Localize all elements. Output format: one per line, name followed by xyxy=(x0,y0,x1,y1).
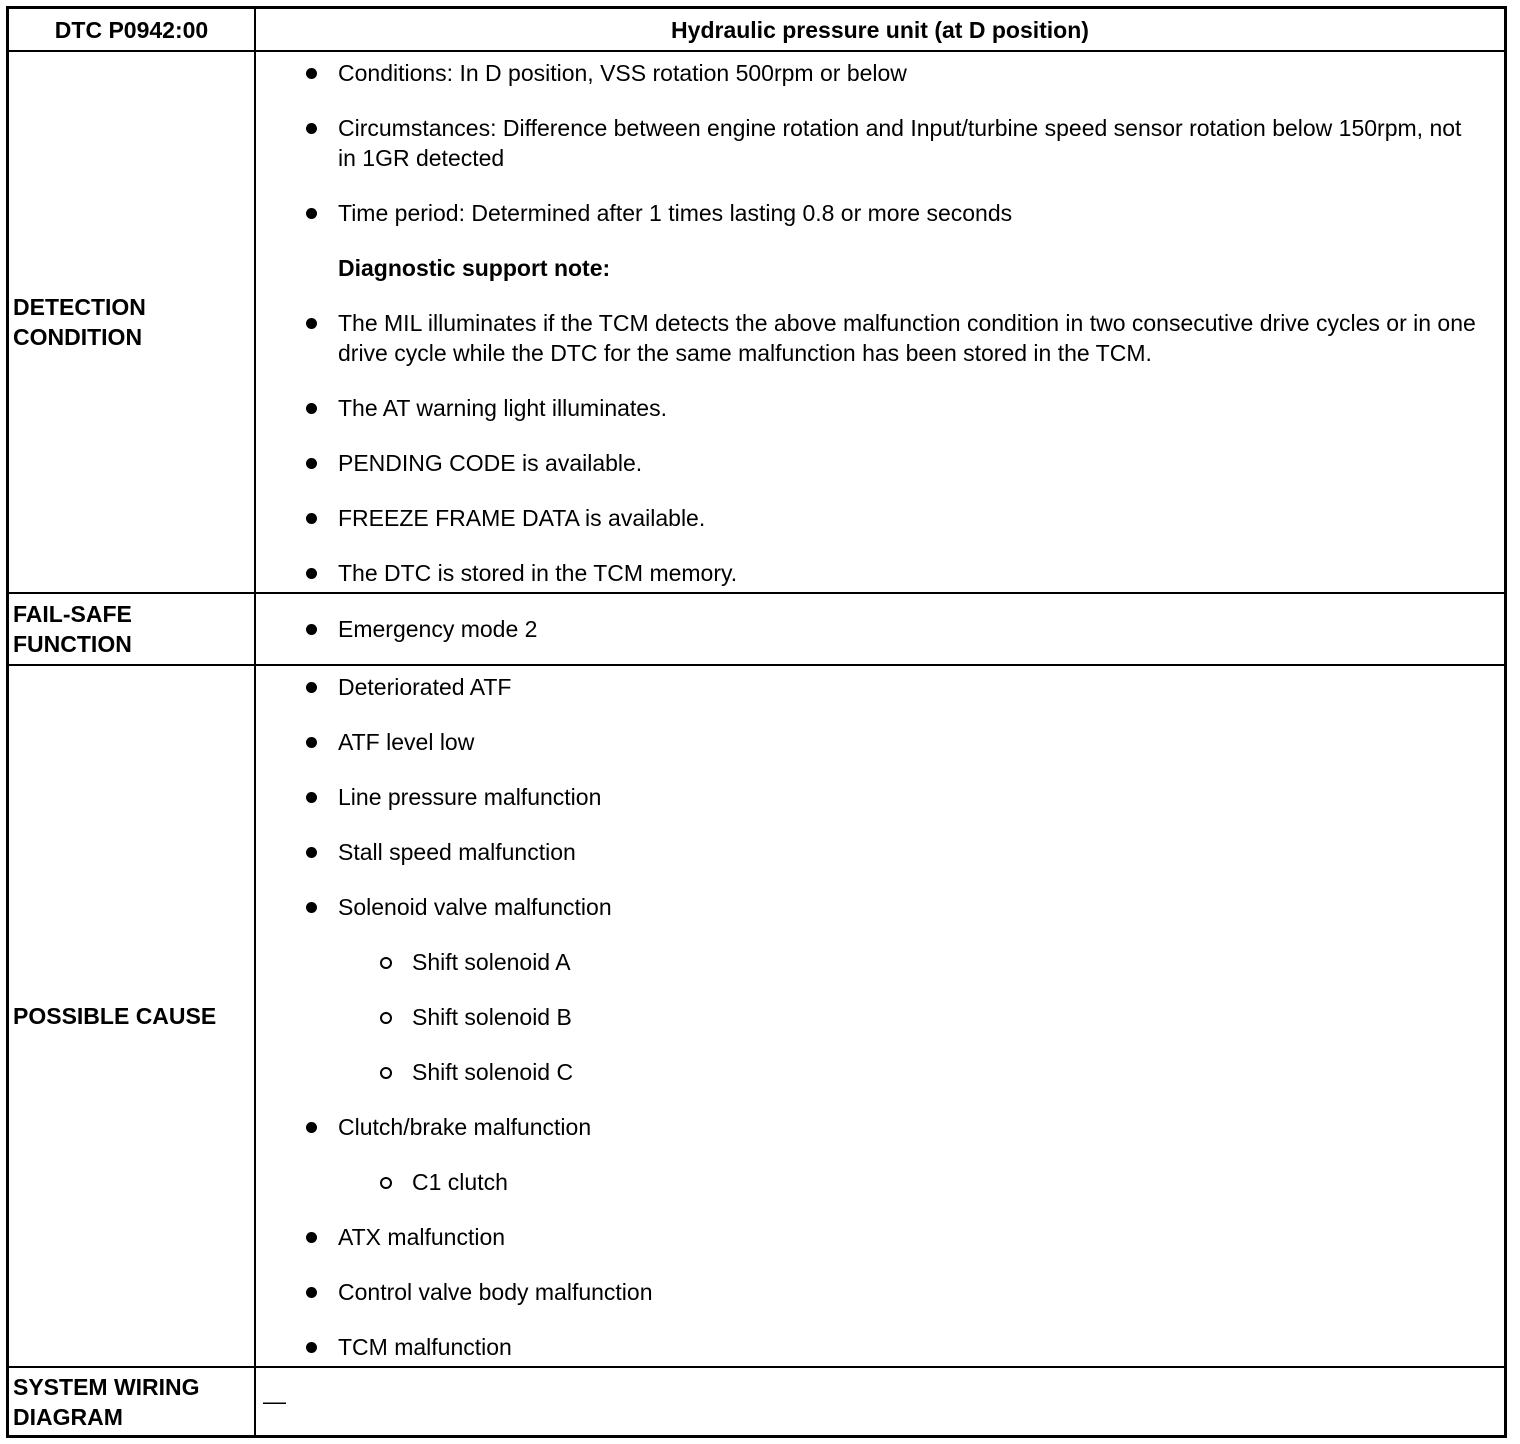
list-item xyxy=(256,1167,1504,1197)
bullet-icon xyxy=(306,123,317,134)
bullet-icon xyxy=(306,68,317,79)
list-item xyxy=(256,308,1504,368)
bullet-icon xyxy=(306,902,317,913)
fail-safe-cell xyxy=(256,594,1504,664)
circle-bullet-icon xyxy=(380,1067,392,1079)
fail-safe-label: FAIL-SAFE FUNCTION xyxy=(9,594,256,664)
list-item-text: Clutch/brake malfunction xyxy=(338,1114,592,1140)
list-item xyxy=(256,113,1504,173)
circle-bullet-icon xyxy=(380,957,392,969)
list-item xyxy=(256,1112,1504,1142)
list-item xyxy=(256,782,1504,812)
list-item-text: Emergency mode 2 xyxy=(338,616,538,642)
support-note-heading xyxy=(256,253,1504,283)
bullet-icon xyxy=(306,1287,317,1298)
list-item-text: Shift solenoid A xyxy=(412,949,571,975)
possible-cause-list xyxy=(256,672,1504,1362)
list-item xyxy=(256,727,1504,757)
possible-cause-cell xyxy=(256,666,1504,1366)
possible-cause-row xyxy=(9,666,1504,1368)
list-item xyxy=(256,1332,1504,1362)
bullet-icon xyxy=(306,208,317,219)
bullet-icon xyxy=(306,847,317,858)
list-item-text: Solenoid valve malfunction xyxy=(338,894,612,920)
list-item-text: The AT warning light illuminates. xyxy=(338,395,667,421)
list-item-text: Diagnostic support note: xyxy=(338,255,611,281)
list-item xyxy=(256,1277,1504,1307)
list-item xyxy=(256,393,1504,423)
detection-condition-cell xyxy=(256,52,1504,592)
circle-bullet-icon xyxy=(380,1177,392,1189)
bullet-icon xyxy=(306,318,317,329)
list-item-text: Time period: Determined after 1 times lasting 0.8 or more seconds xyxy=(338,200,1013,226)
detection-condition-list xyxy=(256,58,1504,588)
list-item-text: Shift solenoid B xyxy=(412,1004,572,1030)
list-item-text: FREEZE FRAME DATA is available. xyxy=(338,505,706,531)
bullet-icon xyxy=(306,568,317,579)
bullet-icon xyxy=(306,1122,317,1133)
list-item-text: PENDING CODE is available. xyxy=(338,450,643,476)
list-item-text: Control valve body malfunction xyxy=(338,1279,653,1305)
system-wiring-label: SYSTEM WIRING DIAGRAM xyxy=(9,1368,256,1435)
bullet-icon xyxy=(306,513,317,524)
list-item xyxy=(256,503,1504,533)
list-item-text: Circumstances: Difference between engine rotation and Input/turbine speed sensor rotation below 150rpm, not in 1GR detected xyxy=(338,115,1462,171)
list-item xyxy=(256,558,1504,588)
system-wiring-row xyxy=(9,1368,1504,1435)
list-item-text: ATX malfunction xyxy=(338,1224,506,1250)
bullet-icon xyxy=(306,403,317,414)
bullet-icon xyxy=(306,1342,317,1353)
list-item xyxy=(256,58,1504,88)
list-item xyxy=(256,1002,1504,1032)
list-item xyxy=(256,1057,1504,1087)
circle-bullet-icon xyxy=(380,1012,392,1024)
list-item-text: The MIL illuminates if the TCM detects the above malfunction condition in two consecutive drive cycles or in one drive cycle while the DTC for the same malfunction has been stored in the TCM. xyxy=(338,310,1476,366)
list-item-text: Conditions: In D position, VSS rotation 500rpm or below xyxy=(338,60,907,86)
list-item-text: Deteriorated ATF xyxy=(338,674,512,700)
list-item xyxy=(256,1222,1504,1252)
list-item xyxy=(256,892,1504,922)
list-item-text: ATF level low xyxy=(338,729,475,755)
list-item xyxy=(256,672,1504,702)
list-item-text: Line pressure malfunction xyxy=(338,784,602,810)
dtc-title: Hydraulic pressure unit (at D position) xyxy=(671,16,1089,43)
bullet-icon xyxy=(306,1232,317,1243)
list-item xyxy=(256,198,1504,228)
list-item xyxy=(256,947,1504,977)
list-item-text: TCM malfunction xyxy=(338,1334,512,1360)
possible-cause-label: POSSIBLE CAUSE xyxy=(9,666,256,1366)
system-wiring-cell xyxy=(256,1368,1504,1435)
list-item-text: C1 clutch xyxy=(412,1169,508,1195)
list-item xyxy=(256,614,1504,644)
bullet-icon xyxy=(306,682,317,693)
fail-safe-row xyxy=(9,594,1504,666)
detection-condition-row xyxy=(9,52,1504,594)
list-item-text: Shift solenoid C xyxy=(412,1059,574,1085)
list-item xyxy=(256,837,1504,867)
dtc-table xyxy=(6,6,1507,1438)
dtc-code: DTC P0942:00 xyxy=(9,9,256,50)
bullet-icon xyxy=(306,737,317,748)
system-wiring-value: — xyxy=(263,1388,286,1414)
bullet-icon xyxy=(306,792,317,803)
detection-condition-label: DETECTION CONDITION xyxy=(9,52,256,592)
bullet-icon xyxy=(306,458,317,469)
list-item xyxy=(256,448,1504,478)
list-item-text: The DTC is stored in the TCM memory. xyxy=(338,560,738,586)
list-item-text: Stall speed malfunction xyxy=(338,839,576,865)
bullet-icon xyxy=(306,624,317,635)
header-row xyxy=(9,9,1504,52)
fail-safe-list xyxy=(256,614,1504,644)
